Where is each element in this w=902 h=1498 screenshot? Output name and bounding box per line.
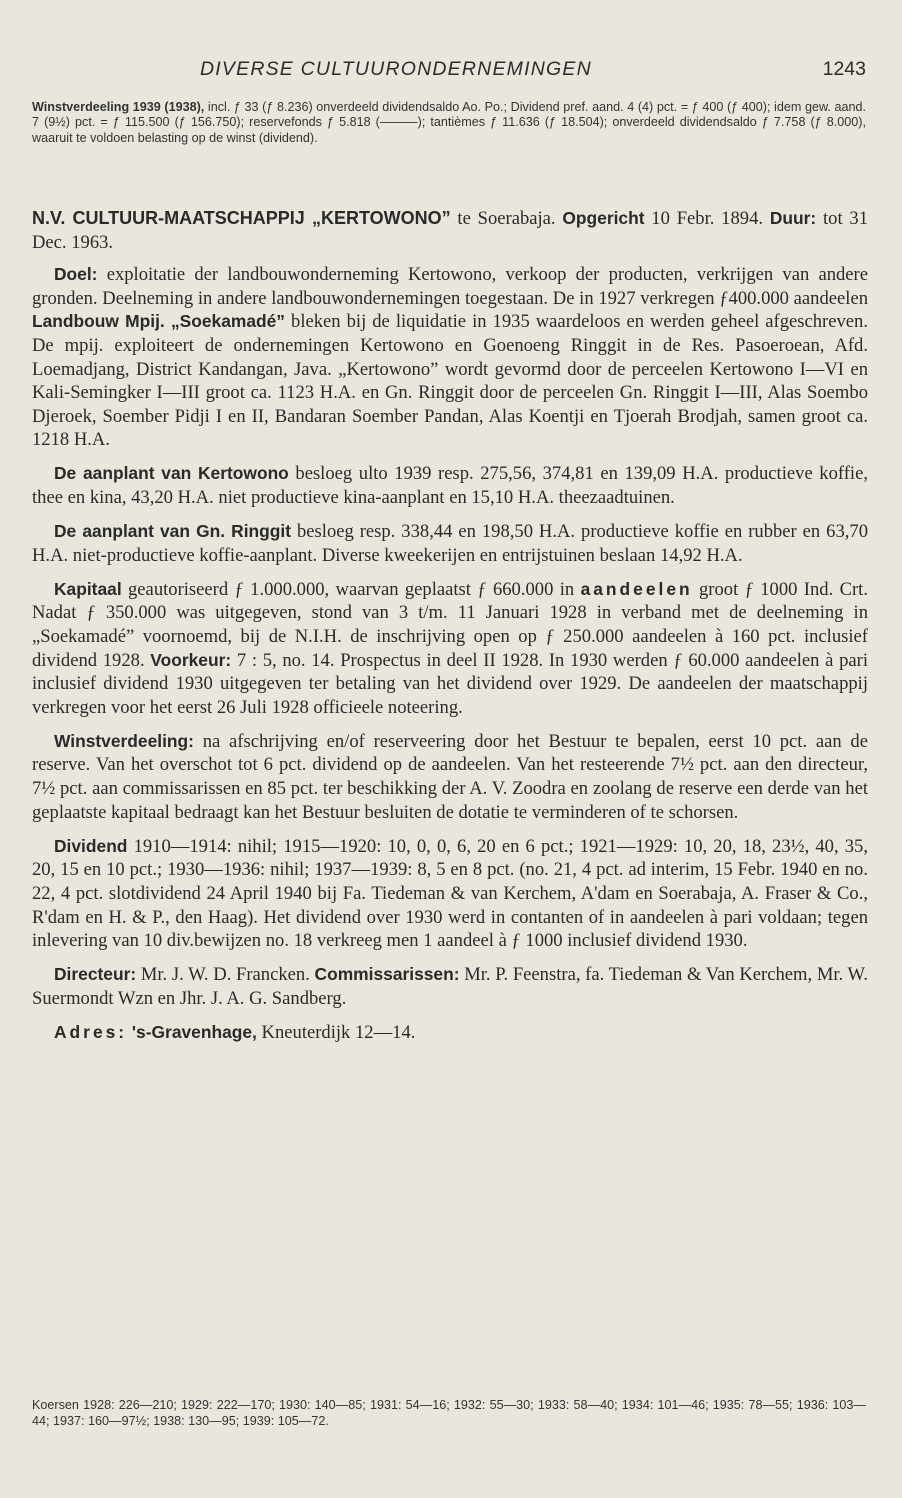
aanplant-kertowono-label: De aanplant van Kertowono [54,463,289,484]
kapitaal-spaced-word: aandeelen [580,578,693,599]
doel-text-1: exploitatie der landbouwonderneming Kertowono, verkoop der producten, verkrijgen van andere gronden. Deelneming in andere landbouwondernemingen toegestaan. De in 1927 verkregen ƒ400.000 aandeelen [32,264,868,309]
doel-bold: Landbouw Mpij. „Soekamadé” [32,311,286,332]
voorkeur-label: Voorkeur: [150,649,232,670]
directeur-text: Mr. J. W. D. Francken. [136,964,315,986]
winstverdeeling-text: na afschrijving en/of reserveering door het Bestuur te bepalen, eerst 10 pct. aan de reserve. Van het overschot tot 6 pct. dividend op de aandeelen. Van het resteerende 7½ pct. aan den directeur, 7½ pct. aan commissarissen en 85 pct. ter beschikking der A. V. Zoodra en zoolang de reserve een derde van het geplaatste kapitaal bedraagt kan het Bestuur besluiten de dotatie te verminderen of te schorsen. [32,730,868,823]
aanplant-kertowono-paragraph [32,462,868,509]
koersen-footnote: Koersen 1928: 226—210; 1929: 222—170; 1930: 140—85; 1931: 54—16; 1932: 55—30; 1933: 58—40; 1934: 101—46; 1935: 78—55; 1936: 103—44; 1937: 160—97½; 1938: 130—95; 1939: 105—72. [32,1398,866,1428]
adres-paragraph [32,1021,868,1045]
dividend-text: 1910—1914: nihil; 1915—1920: 10, 0, 0, 6, 20 en 6 pct.; 1921—1929: 10, 20, 18, 23½, 40, 35, 20, 15 en 10 pct.; 1930—1936: nihil; 1937—1939: 8, 5 en 8 pct. (no. 21, 4 pct. ad interim, 15 Febr. 1940 en no. 22, 4 pct. slotdividend 24 April 1940 bij Fa. Tiedeman & van Kerchem, A'dam en Soerabaja, A. Fraser & Co., R'dam en H. & P., den Haag). Het dividend over 1930 werd in contanten of in aandeelen à pari voldaan; tegen inlevering van 10 div.bewijzen no. 18 verkreeg men 1 aandeel à ƒ 1000 inclusief dividend 1930. [32,835,868,952]
winstverdeeling-paragraph [32,730,868,824]
company-location: te Soerabaja. [450,208,563,229]
adres-street: Kneuterdijk 12—14. [256,1021,416,1043]
running-title: DIVERSE CULTUURONDERNEMINGEN [200,58,592,80]
previous-entry-label: Winstverdeeling 1939 (1938), [32,100,205,114]
page-number: 1243 [822,58,866,80]
aanplant-kertowono-text: besloeg ulto 1939 resp. 275,56, 374,81 en 139,09 H.A. productieve koffie, thee en kina, 43,20 H.A. niet productieve kina-aanplant en 15,10 H.A. theezaadtuinen. [32,463,868,509]
page-header [0,58,902,88]
kapitaal-paragraph [32,578,868,720]
aanplant-ringgit-text: besloeg resp. 338,44 en 198,50 H.A. productieve koffie en rubber en 63,70 H.A. niet-productieve koffie-aanplant. Diverse kweekerijen en entrijstuinen beslaan 14,92 H.A. [32,521,868,566]
kapitaal-text-1: geautoriseerd ƒ 1.000.000, waarvan geplaatst ƒ 660.000 in [121,578,581,600]
doel-paragraph [32,263,868,452]
adres-label: Adres: [54,1021,128,1042]
dividend-label: Dividend [54,835,128,856]
commissarissen-label: Commissarissen: [314,964,460,985]
adres-city: 's-Gravenhage, [127,1021,257,1042]
company-heading [32,207,868,254]
dividend-paragraph [32,835,868,953]
winstverdeeling-label: Winstverdeeling: [54,730,194,751]
company-name: N.V. CULTUUR-MAATSCHAPPIJ „KERTOWONO” [32,208,451,228]
company-entry [32,207,868,1055]
kapitaal-text-2: groot ƒ 1000 Ind. Crt. Nadat ƒ 350.000 was uitgegeven, stond van 3 t/m. 11 Januari 1928 in verband met de deelneming in „Soekamadé” voornoemd, bij de N.I.H. de inschrijving open op ƒ 250.000 aandeelen à 160 pct. inclusief dividend 1928. [32,578,868,671]
commissarissen-text: Mr. P. Feenstra, fa. Tiedeman & Van Kerchem, Mr. W. Suermondt Wzn en Jhr. J. A. G. Sandberg. [32,964,868,1009]
bestuur-paragraph [32,963,868,1010]
kapitaal-label: Kapitaal [54,578,122,599]
directeur-label: Directeur: [54,964,137,985]
aanplant-ringgit-paragraph [32,520,868,567]
doel-text-2: bleken bij de liquidatie in 1935 waardeloos en werden geheel afgeschreven. De mpij. exploiteert de ondernemingen Kertowono en Goenoeng Ringgit in de Res. Pasoeroean, Afd. Loemadjang, District Kandangan, Java. „Kertowono” wordt gevormd door de perceelen Kertowono I—VI en Kali-Semingker I—III groot ca. 1123 H.A. en Gn. Ringgit door de perceelen Gn. Ringgit I—III, Alas Soembo Djeroek, Soember Pidji I en II, Bandaran Soember Pandan, Alas Koentji en Tjoerah Brodjah, samen groot ca. 1218 H.A. [32,311,869,451]
founded-date: 10 Febr. 1894. [644,208,770,229]
kapitaal-text-3: 7 : 5, no. 14. Prospectus in deel II 1928. In 1930 werden ƒ 60.000 aandeelen à pari inclusief dividend 1930 uitgegeven ter betaling van het dividend over 1929. De aandeelen der maatschappij verkregen voor het eerst 26 Juli 1928 officieele noteering. [32,649,869,718]
previous-entry-text: incl. ƒ 33 (ƒ 8.236) onverdeeld dividendsaldo Ao. Po.; Dividend pref. aand. 4 (4) pct. = ƒ 400 (ƒ 400); idem gew. aand. 7 (9½) pct. = ƒ 115.500 (ƒ 156.750); reservefonds ƒ 5.818 (———); tantièmes ƒ 11.636 (ƒ 18.504); onverdeeld dividendsaldo ƒ 7.758 (ƒ 8.000), waaruit te voldoen belasting op de winst (dividend). [32,100,866,145]
doel-label: Doel: [54,264,98,285]
aanplant-ringgit-label: De aanplant van Gn. Ringgit [54,521,292,542]
duration-label: Duur: [769,208,817,228]
previous-entry-winstverdeeling [32,100,866,146]
founded-label: Opgericht [562,208,645,228]
duration-text: tot 31 Dec. 1963. [32,208,868,253]
